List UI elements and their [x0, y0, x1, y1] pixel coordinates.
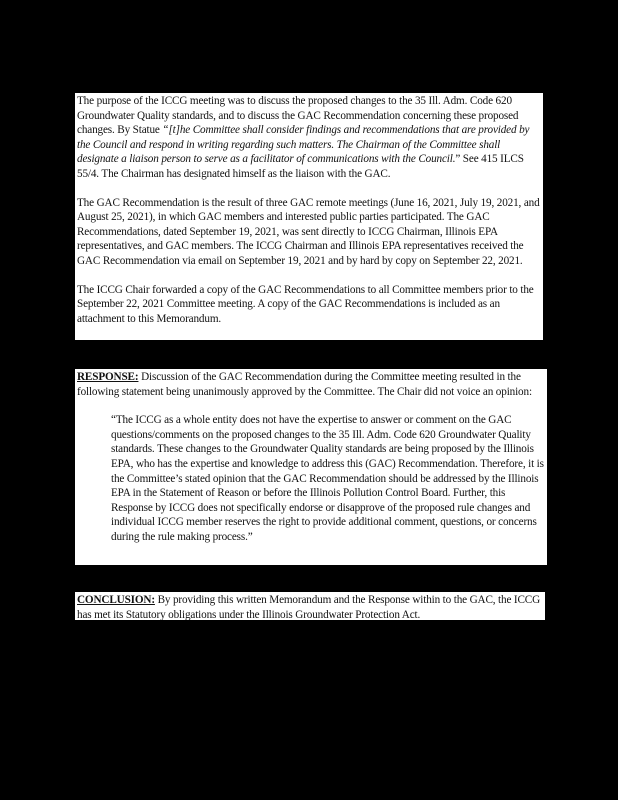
paragraph-gap [77, 182, 541, 196]
response-paragraph [77, 370, 545, 399]
purpose-paragraph [77, 94, 541, 182]
committee-statement-quote: “The ICCG as a whole entity does not have the expertise to answer or comment on the GAC questions/comments on the proposed changes to the 35 Ill. Adm. Code 620 Groundwater Quality standards. These changes to the Groundwater Quality standards are being proposed by the Illinois EPA, who has the expertise and knowledge to address this (GAC) Recommendation. Therefore, it is the Committee’s stated opinion that the GAC Recommendation should be addressed by the Illinois EPA in the Statement of Reason or before the Illinois Pollution Control Board. Further, this Response by ICCG does not specifically endorse or disapprove of the proposed rule changes and individual ICCG member reserves the right to provide additional comment, questions, or concerns during the rule making process.” [111, 414, 544, 543]
conclusion-text: By providing this written Memorandum and the Response within to the GAC, the ICCG has met its Statutory obligations under the Illinois Groundwater Protection Act. [77, 594, 541, 620]
statute-quote: “[t]he Committee shall consider findings and recommendations that are provided by the Council and respond in writing regarding such matters. The Chairman of the Committee shall designate a liaison person to serve as a facilitator of communications with the Council. [77, 124, 530, 166]
intro-section [75, 93, 543, 340]
response-heading: RESPONSE: [77, 371, 139, 383]
purpose-text: The purpose of the ICCG meeting was to discuss the proposed changes to the 35 Ill. Adm. Code 620 Groundwater Quality standards, and to discuss the GAC Recommendation concerning these proposed changes. By Statue [77, 95, 519, 137]
purpose-text-end: ” See 415 ILCS 55/4. The Chairman has designated himself as the liaison with the GAC. [77, 153, 524, 180]
recommendation-paragraph: The GAC Recommendation is the result of three GAC remote meetings (June 16, 2021, July 19, 2021, and August 25, 2021), in which GAC members and interested public parties participated. The GAC Recommendations, dated September 19, 2021, was sent directly to ICCG Chairman, Illinois EPA representatives, and GAC members. The ICCG Chairman and Illinois EPA representatives received the GAC Recommendation via email on September 19, 2021 and by hard by copy on September 22, 2021. [77, 196, 540, 267]
conclusion-heading: CONCLUSION: [77, 594, 155, 606]
response-section [75, 369, 547, 565]
paragraph-gap [77, 269, 541, 283]
response-intro-text: Discussion of the GAC Recommendation during the Committee meeting resulted in the following statement being unanimously approved by the Committee. The Chair did not voice an opinion: [77, 371, 532, 398]
paragraph-gap [77, 399, 545, 413]
forwarding-paragraph: The ICCG Chair forwarded a copy of the GAC Recommendations to all Committee members prior to the September 22, 2021 Committee meeting. A copy of the GAC Recommendations is included as an attachment to this Memorandum. [77, 283, 534, 325]
conclusion-section [75, 592, 545, 620]
conclusion-paragraph [77, 593, 543, 620]
